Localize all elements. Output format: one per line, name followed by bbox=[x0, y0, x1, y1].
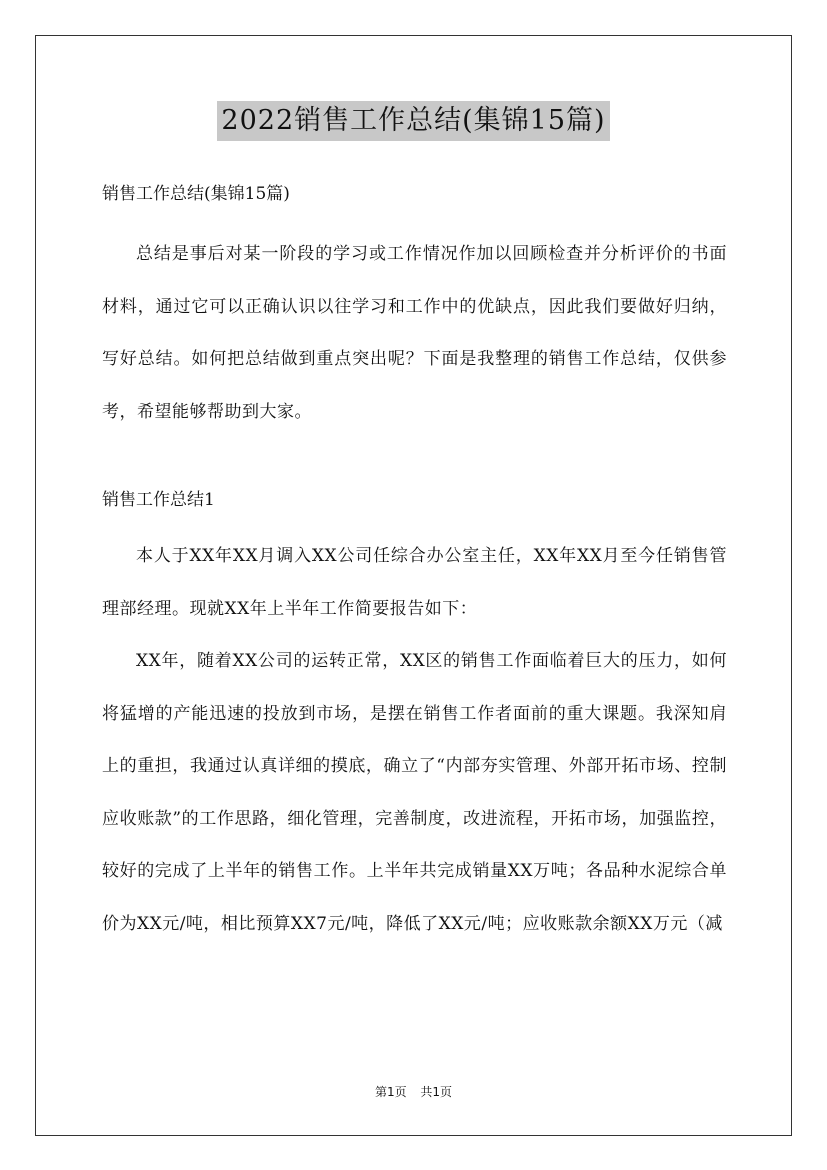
document-subtitle: 销售工作总结(集锦15篇) bbox=[102, 184, 290, 204]
document-body bbox=[102, 172, 727, 950]
page-footer bbox=[0, 1083, 827, 1100]
section-paragraph-2: XX年，随着XX公司的运转正常，XX区的销售工作面临着巨大的压力，如何将猛增的产能迅速的投放到市场，是摆在销售工作者面前的重大课题。我深知肩上的重担，我通过认真详细的摸底，确立了“内部夯实管理、外部开拓市场、控制应收账款”的工作思路，细化管理，完善制度，改进流程，开拓市场，加强监控，较好的完成了上半年的销售工作。上半年共完成销量XX万吨；各品种水泥综合单价为XX元/吨，相比预算XX7元/吨，降低了XX元/吨；应收账款余额XX万元（减 bbox=[102, 651, 727, 934]
page-number: 第1页 bbox=[374, 1085, 407, 1099]
section-gap bbox=[102, 438, 727, 478]
page-total: 共1页 bbox=[420, 1085, 453, 1099]
section-paragraph-1: 本人于XX年XX月调入XX公司任综合办公室主任，XX年XX月至今任销售管理部经理。现就XX年上半年工作简要报告如下： bbox=[102, 546, 727, 619]
document-title: 2022销售工作总结(集锦15篇) bbox=[217, 101, 609, 141]
title-container bbox=[0, 101, 827, 141]
section-heading: 销售工作总结1 bbox=[102, 490, 215, 510]
intro-paragraph: 总结是事后对某一阶段的学习或工作情况作加以回顾检查并分析评价的书面材料，通过它可以正确认识以往学习和工作中的优缺点，因此我们要做好归纳，写好总结。如何把总结做到重点突出呢？下面是我整理的销售工作总结，仅供参考，希望能够帮助到大家。 bbox=[102, 244, 727, 422]
